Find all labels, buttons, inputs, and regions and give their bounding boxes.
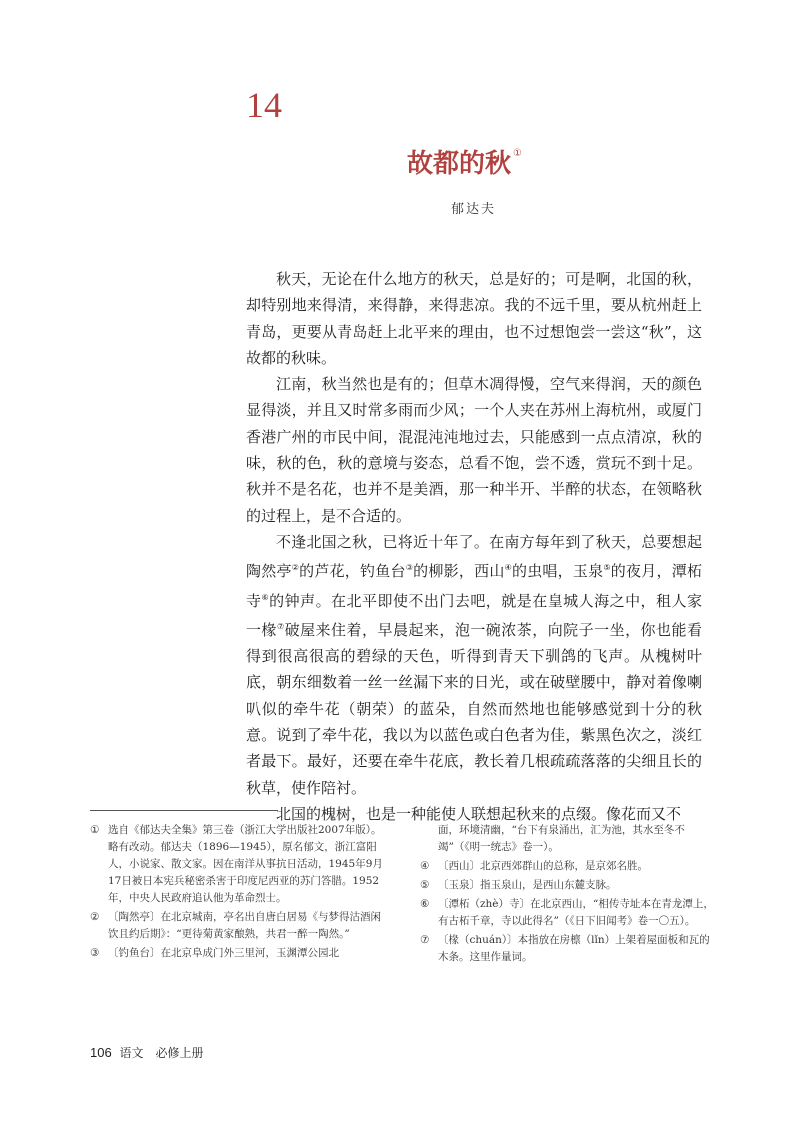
author-name: 郁达夫: [450, 202, 496, 217]
paragraph-text: 的柳影，西山: [413, 562, 505, 581]
page-title: [407, 143, 522, 180]
page-footer: [90, 1044, 204, 1061]
footnote-mark: ②: [90, 911, 100, 923]
footnote: [420, 932, 720, 966]
footnote: [90, 909, 390, 943]
footnote-mark: ⑦: [420, 934, 430, 946]
footnote-text: 〔椽（chuán）〕本指放在房檩（lǐn）上架着屋面板和瓦的木条。这里作量词。: [438, 934, 710, 963]
footnote-mark: ⑤: [420, 879, 430, 891]
paragraph-text: 破屋来住着，早晨起来，泡一碗浓茶，向院子一坐，你也能看得到很高很高的碧绿的天色，听得到青天下驯鸽的飞声。从槐树叶底，朝东细数着一丝一丝漏下来的日光，或在破壁腰中，静对着像喇叭似的牵牛花（朝荣）的蓝朵，自然而然地也能够感觉到十分的秋意。说到了牵牛花，我以为以蓝色或白色者为佳，紫黑色次之，淡红者最下。最好，还要在牵牛花底，教长着几根疏疏落落的尖细且长的秋草，使作陪衬。: [246, 620, 702, 797]
footnote-text: 〔潭柘（zhè）寺〕在北京西山，“相传寺址本在青龙潭上，有古柘千章，寺以此得名”（《日下旧闻考》卷一〇五）。: [438, 898, 714, 927]
footnote: [420, 858, 720, 875]
footnote: [420, 877, 720, 894]
footnote-text: 选自《郁达夫全集》第三卷（浙江大学出版社2007年版）。略有改动。郁达夫（1896—1945），原名郁文，浙江富阳人，小说家、散文家。因在南洋从事抗日活动，1945年9月17日被日本宪兵秘密杀害于印度尼西亚的苏门答腊。1952年，中央人民政府追认他为革命烈士。: [108, 824, 383, 904]
paragraph-text: 秋天，无论在什么地方的秋天，总是好的；可是啊，北国的秋，却特别地来得清，来得静，来得悲凉。我的不远千里，要从杭州赶上青岛，更要从青岛赶上北平来的理由，也不过想饱尝一尝这“秋”，这故都的秋味。: [246, 270, 702, 367]
body-text: [246, 266, 702, 827]
footnote-text: 〔陶然亭〕在北京城南，亭名出自唐白居易《与梦得沽酒闲饮且约后期》：“更待菊黄家酿熟，共君一醉一陶然。”: [108, 911, 381, 940]
footnote-mark: ①: [90, 824, 100, 836]
footnote-reference[interactable]: ④: [504, 563, 512, 573]
title-text: 故都的秋: [407, 149, 512, 179]
footnote-continuation: 面，环境清幽，“台下有泉涌出，汇为池，其水至冬不竭”（《明一统志》卷一）。: [438, 824, 685, 853]
paragraph-text: 不逢北国之秋，已将近十年了。在南方每年到了秋天，总要想起陶然亭: [246, 532, 702, 581]
paragraph-text: 的夜月，潭柘寺: [246, 562, 702, 610]
paragraph-text: 的虫唱，玉泉: [511, 562, 604, 581]
footnote-reference[interactable]: ③: [405, 563, 414, 573]
page-number: 106: [90, 1045, 112, 1060]
footnote-text: 〔西山〕北京西郊群山的总称，是京郊名胜。: [438, 860, 648, 872]
footnote-reference[interactable]: ⑥: [261, 592, 270, 602]
footnote: [90, 822, 390, 907]
footnote-mark: ④: [420, 860, 430, 872]
paragraph: [246, 529, 702, 801]
paragraph: [246, 266, 702, 371]
footnote-reference[interactable]: ⑦: [276, 621, 285, 631]
paragraph-text: 的芦花，钓鱼台: [299, 562, 406, 581]
title-footnote-mark[interactable]: ①: [513, 148, 522, 160]
paragraph: [246, 371, 702, 529]
footnote: [420, 896, 720, 930]
footnote-reference[interactable]: ⑤: [603, 563, 611, 573]
footnote-text: 〔玉泉〕指玉泉山，是西山东麓支脉。: [438, 879, 617, 891]
footnote-mark: ⑥: [420, 898, 430, 910]
chapter-number: 14: [246, 85, 282, 125]
book-name: 语文 必修上册: [119, 1046, 204, 1060]
footnote-text: 〔钓鱼台〕在北京阜成门外三里河，玉渊潭公园北: [108, 947, 339, 959]
paragraph-text: 江南，秋当然也是有的；但草木凋得慢，空气来得润，天的颜色显得淡，并且又时常多雨而少风；一个人夹在苏州上海杭州，或厦门香港广州的市民中间，混混沌沌地过去，只能感到一点点清凉，秋的味，秋的色，秋的意境与姿态，总看不饱，尝不透，赏玩不到十足。秋并不是名花，也并不是美酒，那一种半开、半醉的状态，在领略秋的过程上，是不合适的。: [246, 375, 702, 525]
footnote-mark: ③: [90, 947, 100, 959]
paragraph-text: 北国的槐树，也是一种能使人联想起秋来的点缀。像花而又不: [276, 804, 682, 823]
footnote-divider: [90, 810, 278, 811]
footnote-reference[interactable]: ②: [291, 563, 300, 573]
paragraph-text: 的钟声。在北平即使不出门去吧，就是在皇城人海之中，租人家一椽: [246, 591, 702, 639]
footnotes-right-column: [420, 822, 720, 968]
footnote: [90, 945, 390, 962]
footnotes-left-column: [90, 822, 390, 964]
